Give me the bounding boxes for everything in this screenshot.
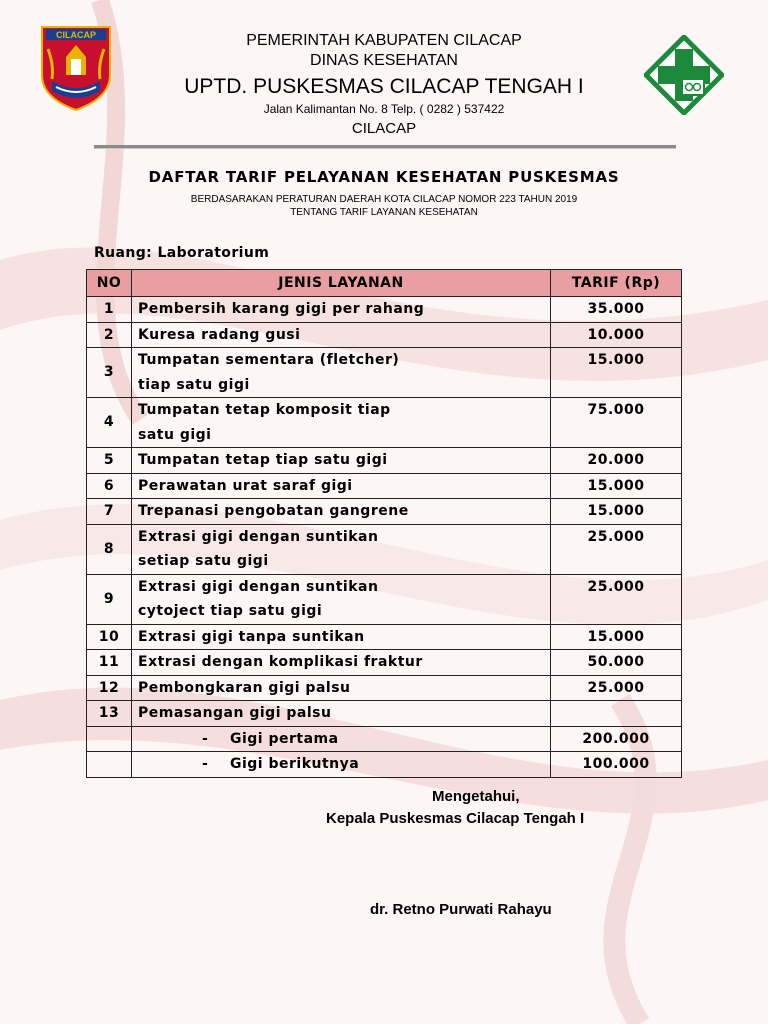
row-no: 2	[87, 322, 132, 348]
header-city: CILACAP	[351, 120, 417, 137]
row-service	[132, 574, 551, 624]
sub-item-dash: -	[202, 730, 209, 747]
table-sub-row	[87, 726, 682, 752]
row-service-line1: Tumpatan tetap tiap satu gigi	[138, 452, 388, 468]
row-no: 9	[87, 574, 132, 624]
row-service	[132, 726, 551, 752]
row-service-line2: cytoject tiap satu gigi	[138, 603, 323, 619]
table-row	[87, 322, 682, 348]
row-service-line1: Perawatan urat saraf gigi	[138, 477, 353, 494]
header-government: PEMERINTAH KABUPATEN CILACAP	[246, 32, 522, 49]
row-no: 10	[87, 624, 132, 650]
room-label: Ruang: Laboratorium	[94, 245, 270, 261]
col-header-service: JENIS LAYANAN	[132, 270, 551, 297]
row-service-line1: Extrasi gigi tanpa suntikan	[138, 628, 365, 645]
row-tariff: 25.000	[551, 574, 682, 624]
row-service-line1: Pemasangan gigi palsu	[138, 705, 332, 721]
row-tariff: 20.000	[551, 448, 682, 474]
row-service-line1: Pembersih karang gigi per rahang	[138, 301, 425, 317]
row-no: 6	[87, 473, 132, 499]
table-row	[87, 348, 682, 398]
row-tariff: 15.000	[551, 499, 682, 525]
row-tariff: 25.000	[551, 675, 682, 701]
cilacap-emblem-logo	[40, 25, 112, 111]
document-subtitle-regulation: BERDASARAKAN PERATURAN DAERAH KOTA CILACAP NOMOR 223 TAHUN 2019	[190, 194, 578, 205]
header-address: Jalan Kalimantan No. 8 Telp. ( 0282 ) 537422	[263, 102, 505, 116]
row-service-line1: Trepanasi pengobatan gangrene	[138, 503, 409, 519]
table-row	[87, 297, 682, 323]
row-no-empty	[87, 726, 132, 752]
row-tariff: 15.000	[551, 624, 682, 650]
row-tariff: 50.000	[551, 650, 682, 676]
row-tariff: 15.000	[551, 473, 682, 499]
row-service	[132, 650, 551, 676]
table-row	[87, 650, 682, 676]
acknowledgement-label: Mengetahui,	[432, 788, 520, 805]
row-tariff: 200.000	[551, 726, 682, 752]
sub-item-label: Gigi pertama	[230, 730, 339, 747]
row-service	[132, 297, 551, 323]
col-header-tariff: TARIF (Rp)	[551, 270, 682, 297]
row-tariff: 75.000	[551, 398, 682, 448]
row-service	[132, 624, 551, 650]
header-divider	[94, 145, 676, 149]
row-service-line2: setiap satu gigi	[138, 553, 269, 569]
row-service-line1: Tumpatan tetap komposit tiap	[138, 402, 391, 418]
row-no: 3	[87, 348, 132, 398]
row-service	[132, 348, 551, 398]
row-service-line1: Extrasi gigi dengan suntikan	[138, 578, 379, 595]
row-tariff: 35.000	[551, 297, 682, 323]
row-no: 5	[87, 448, 132, 474]
row-service-line1: Kuresa radang gusi	[138, 326, 301, 343]
tariff-table	[86, 269, 682, 778]
table-row	[87, 448, 682, 474]
row-no: 13	[87, 701, 132, 727]
row-no: 8	[87, 524, 132, 574]
row-service	[132, 448, 551, 474]
puskesmas-logo	[644, 35, 724, 115]
sub-item-dash: -	[202, 756, 209, 772]
table-row	[87, 473, 682, 499]
row-no: 12	[87, 675, 132, 701]
table-row	[87, 701, 682, 727]
row-service	[132, 473, 551, 499]
document-subtitle-topic: TENTANG TARIF LAYANAN KESEHATAN	[290, 207, 478, 218]
sub-item-label: Gigi berikutnya	[230, 756, 360, 772]
row-no-empty	[87, 752, 132, 778]
row-service	[132, 701, 551, 727]
table-row	[87, 499, 682, 525]
table-row	[87, 624, 682, 650]
row-service	[132, 675, 551, 701]
row-tariff: 15.000	[551, 348, 682, 398]
row-no: 1	[87, 297, 132, 323]
table-header-row	[87, 270, 682, 297]
acknowledgement-position: Kepala Puskesmas Cilacap Tengah I	[326, 810, 585, 827]
row-service	[132, 322, 551, 348]
table-row	[87, 524, 682, 574]
row-service	[132, 398, 551, 448]
row-service-line2: satu gigi	[138, 426, 212, 443]
signatory-name: dr. Retno Purwati Rahayu	[370, 901, 552, 918]
row-service	[132, 752, 551, 778]
row-service-line1: Tumpatan sementara (fletcher)	[138, 352, 400, 368]
row-service-line1: Extrasi dengan komplikasi fraktur	[138, 654, 423, 670]
row-tariff: 10.000	[551, 322, 682, 348]
row-tariff: 100.000	[551, 752, 682, 778]
document-title: DAFTAR TARIF PELAYANAN KESEHATAN PUSKESMAS	[148, 168, 620, 186]
row-service-line1: Extrasi gigi dengan suntikan	[138, 528, 379, 545]
row-tariff	[551, 701, 682, 727]
col-header-no: NO	[87, 270, 132, 297]
header-department: DINAS KESEHATAN	[310, 52, 458, 69]
row-service-line1: Pembongkaran gigi palsu	[138, 679, 351, 696]
row-service	[132, 524, 551, 574]
table-row	[87, 574, 682, 624]
header-puskesmas: UPTD. PUSKESMAS CILACAP TENGAH I	[184, 75, 584, 98]
table-row	[87, 675, 682, 701]
row-service	[132, 499, 551, 525]
row-tariff: 25.000	[551, 524, 682, 574]
row-no: 11	[87, 650, 132, 676]
row-no: 4	[87, 398, 132, 448]
table-sub-row	[87, 752, 682, 778]
emblem-label: CILACAP	[56, 30, 96, 40]
row-no: 7	[87, 499, 132, 525]
table-row	[87, 398, 682, 448]
row-service-line2: tiap satu gigi	[138, 376, 250, 393]
